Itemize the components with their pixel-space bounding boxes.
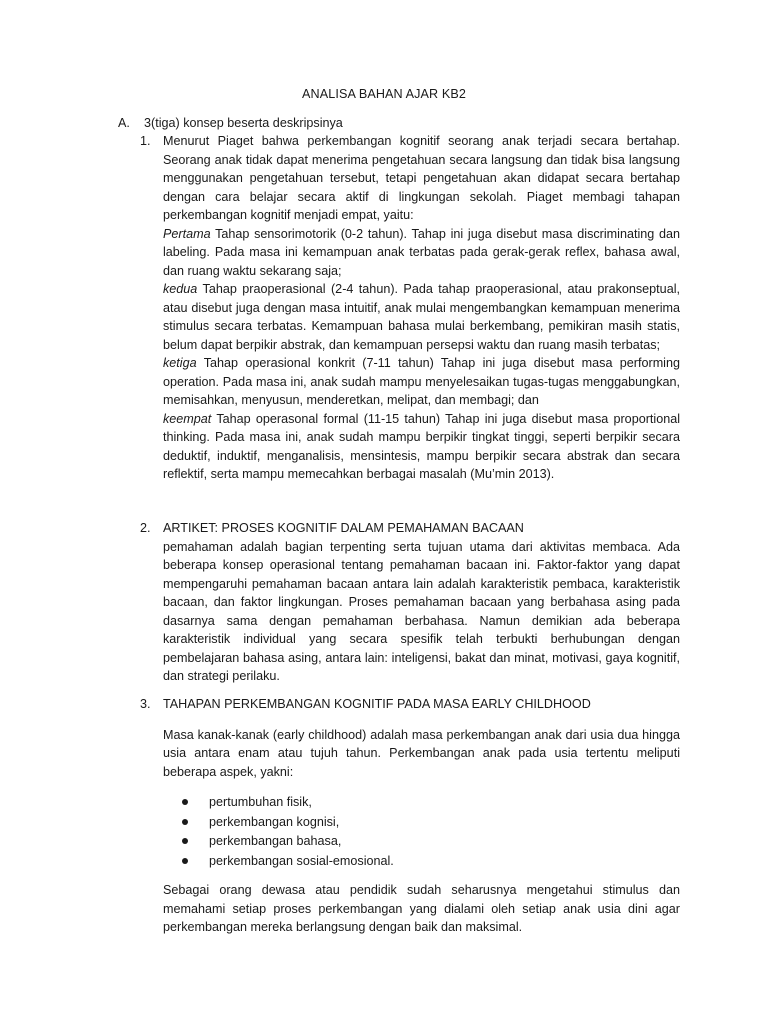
stage-label: kedua <box>163 282 198 296</box>
stage-text: Tahap operasonal formal (11-15 tahun) Tahap ini juga disebut masa proportional thinking. Pada masa ini, anak sudah mampu berpikir tingkat tinggi, seperti berpikir secara deduktif, induktif, menganalisis, mensintesis, mampu berpikir secara abstrak dan secara reflektif, serta mampu memecahkan berbagai masalah (Mu’min 2013). <box>163 411 680 481</box>
item-3-heading: TAHAPAN PERKEMBANGAN KOGNITIF PADA MASA EARLY CHILDHOOD <box>163 697 591 711</box>
bullet-item <box>163 813 680 833</box>
list-item-1 <box>140 132 680 484</box>
stage-text: Tahap operasional konkrit (7-11 tahun) Tahap ini juga disebut masa performing operation. Pada masa ini, anak sudah mampu menyelesaikan tugas-tugas menggabungkan, memisahkan, menyusun, menderetkan, melipat, dan membagi; dan <box>163 356 680 407</box>
item-3-closing: Sebagai orang dewasa atau pendidik sudah seharusnya mengetahui stimulus dan memahami setiap proses perkembangan yang dialami oleh setiap anak usia dini agar perkembangan mereka berlangsung dengan baik dan maksimal. <box>163 883 680 934</box>
bullet-text: pertumbuhan fisik, <box>209 795 312 809</box>
bullet-item <box>163 832 680 852</box>
item-1-number: 1. <box>140 134 151 148</box>
bullet-item <box>163 793 680 813</box>
section-a-marker: A. <box>118 116 130 130</box>
stage-pertama <box>163 225 680 281</box>
item-1-body <box>163 132 680 484</box>
section-a-heading: 3(tiga) konsep beserta deskripsinya <box>144 116 343 130</box>
stage-kedua <box>163 280 680 354</box>
item-2-heading: ARTIKET: PROSES KOGNITIF DALAM PEMAHAMAN BACAAN <box>163 521 524 535</box>
item-1-intro: Menurut Piaget bahwa perkembangan kognitif seorang anak terjadi secara bertahap. Seorang anak tidak dapat menerima pengetahuan secara langsung dan tidak bisa langsung menggunakan pengetahuan tersebut, tetapi pengetahuan akan didapat secara bertahap dengan cara belajar secara aktif di lingkungan sekolah. Piaget membagi tahapan perkembangan kognitif menjadi empat, yaitu: <box>163 134 680 222</box>
bullet-icon <box>182 819 188 825</box>
document-title: ANALISA BAHAN AJAR KB2 <box>302 87 466 101</box>
bullet-text: perkembangan sosial-emosional. <box>209 853 394 868</box>
bullet-text: perkembangan bahasa, <box>209 834 342 848</box>
stage-text: Tahap praoperasional (2-4 tahun). Pada tahap praoperasional, atau prakonseptual, atau disebut juga dengan masa intuitif, anak mulai mengembangkan kemampuan menerima stimulus secara terbatas. Kemampuan bahasa mulai berkembang, pemikiran masih statis, belum dapat berpikir abstrak, dan kemampuan persepsi waktu dan ruang masih terbatas; <box>163 282 680 352</box>
stage-text: Tahap sensorimotorik (0-2 tahun). Tahap ini juga disebut masa discriminating dan labeling. Pada masa ini kemampuan anak terbatas pada gerak-gerak reflex, bahasa awal, dan ruang waktu sekarang saja; <box>163 226 680 278</box>
bullet-icon <box>182 858 188 864</box>
bullet-text: perkembangan kognisi, <box>209 814 340 829</box>
item-2-number: 2. <box>140 521 151 535</box>
bullet-list <box>163 793 680 871</box>
item-2-body: pemahaman adalah bagian terpenting serta tujuan utama dari aktivitas membaca. Ada beberapa konsep operasional tentang pemahaman bacaan ini. Faktor-faktor yang dapat mempengaruhi pemahaman bacaan antara lain adalah karakteristik pembaca, karakteristik bacaan, dan faktor lingkungan. Proses pemahaman bacaan yang berbahasa asing pada dasarnya sama dengan pemahaman berbahasa. Namun demikian ada beberapa karakteristik individual yang secara spesifik telah terbukti berhubungan dengan pembelajaran bahasa asing, antara lain: inteligensi, bakat dan minat, motivasi, gaya kognitif, dan strategi perilaku. <box>163 539 680 683</box>
item-3-number: 3. <box>140 697 151 711</box>
stage-label: Pertama <box>163 226 211 241</box>
bullet-icon <box>182 799 188 805</box>
stage-label: keempat <box>163 411 212 426</box>
list-item-2 <box>140 519 680 686</box>
stage-ketiga <box>163 354 680 410</box>
item-3-intro: Masa kanak-kanak (early childhood) adalah masa perkembangan anak dari usia dua hingga usia antara enam atau tujuh tahun. Perkembangan anak pada usia tertentu meliputi beberapa aspek, yakni: <box>163 727 680 779</box>
bullet-icon <box>182 838 188 844</box>
list-item-3 <box>140 695 680 937</box>
stage-keempat <box>163 410 680 484</box>
bullet-item <box>163 852 680 872</box>
stage-label: ketiga <box>163 356 197 370</box>
